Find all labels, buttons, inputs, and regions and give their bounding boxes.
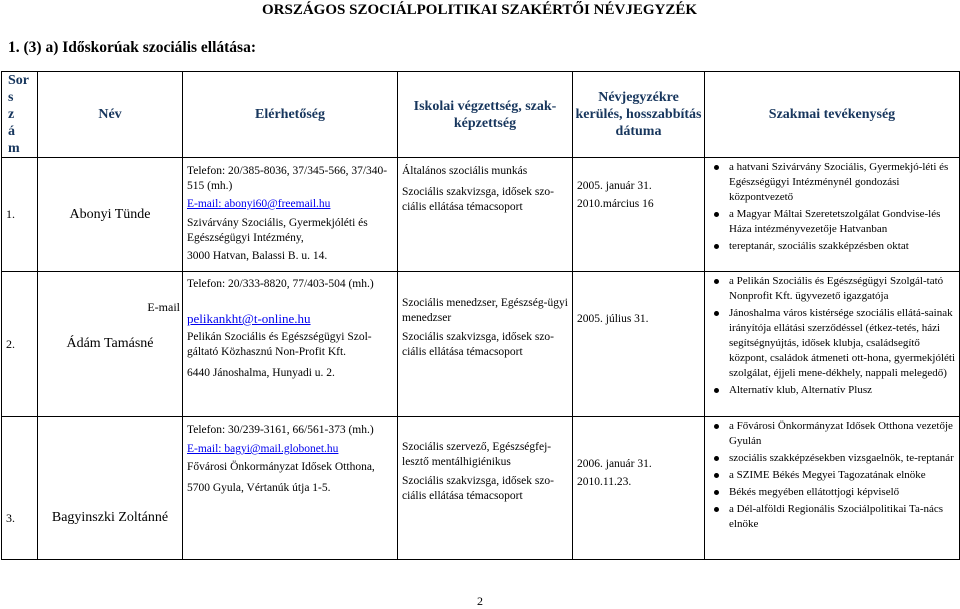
expert-name: Bagyinszki Zoltánné [38,417,183,560]
table-row [2,417,960,560]
header-szakmai: Szakmai tevékenység [705,72,960,158]
row-number: 2. [2,272,38,417]
header-sor: Sor s z á m [2,72,38,158]
expert-name: Ádám Tamásné [66,336,154,351]
register-date: 2006. január 31. [577,458,652,470]
activity-cell [705,272,960,417]
qualification: Szociális szakvizsga, idősek szo-ciális ellátása témacsoport [402,186,555,213]
phone: Telefon: 20/385-8036, 37/345-566, 37/340-515 (mh.) [187,165,388,192]
header-elerhetoseg: Elérhetőség [183,72,398,158]
activity-cell [705,158,960,272]
register-date: 2005. július 31. [577,313,649,325]
activity-item: a Fővárosi Önkormányzat Idősek Otthona vezetője Gyulán [729,419,957,449]
document-title: ORSZÁGOS SZOCIÁLPOLITIKAI SZAKÉRTŐI NÉVJEGYZÉK [262,2,697,18]
register-date: 2005. január 31. [577,180,652,192]
qualification: Szociális szakvizsga, idősek szo-ciális ellátása témacsoport [402,331,555,358]
phone: Telefon: 30/239-3161, 66/561-373 (mh.) [187,424,374,436]
contact-cell [183,272,398,417]
renewal-date: 2010.március 16 [577,198,654,210]
contact-cell [183,158,398,272]
school-cell [398,417,573,560]
date-cell [573,158,705,272]
contact-cell [183,417,398,560]
activity-item: Jánoshalma város kistérsége szociális ellátá-sainak irányítója ellátási szerződéssel (étkez-tetés, házi segítségnyújtás, idősek klubja, családsegítő központ, családok átmeneti ott-hona, gyermekjóléti szolgálat, éjjeli mene-dékhely, nappali melegedő) [729,307,956,379]
date-cell [573,417,705,560]
table-row [2,272,960,417]
school-cell [398,272,573,417]
row-number: 1. [2,158,38,272]
organization: Szivárvány Szociális, Gyermekjóléti és Egészségügyi Intézmény, [187,217,368,244]
qualification: Szociális menedzser, Egészség-ügyi menedzser [402,297,568,324]
organization: Fővárosi Önkormányzat Idősek Otthona, [187,461,375,473]
activity-item: szociális szakképzésekben vizsgaelnök, te-reptanár [729,451,957,466]
email-link[interactable]: E-mail: bagyi@mail.globonet.hu [187,443,339,455]
expert-name: Abonyi Tünde [38,158,183,272]
activity-item: a Magyar Máltai Szeretetszolgálat Gondvise-lés Háza intézményvezetője Hatvanban [729,207,957,237]
qualification: Szociális szervező, Egészségfej-lesztő mentálhigiénikus [402,441,552,468]
expert-name-cell [38,272,183,417]
phone: Telefon: 20/333-8820, 77/403-504 (mh.) [187,278,374,290]
activity-cell [705,417,960,560]
organization: Pelikán Szociális és Egészségügyi Szol-gáltató Közhasznú Non-Profit Kft. [187,331,372,358]
expert-register-table [1,71,960,560]
email-link[interactable]: E-mail: abonyi60@freemail.hu [187,198,331,210]
activity-item: a hatvani Szivárvány Szociális, Gyermekjó-léti és Egészségügyi Intézménynél gondozási központvezető [729,160,957,205]
header-nevjegyzek: Névjegyzékre kerülés, hosszabbítás dátuma [573,72,705,158]
address: 3000 Hatvan, Balassi B. u. 14. [187,250,328,262]
header-nev: Név [38,72,183,158]
activity-item: tereptanár, szociális szakképzésben oktat [729,239,957,254]
email-label: E-mail [147,300,180,314]
activity-item: a Pelikán Szociális és Egészségügyi Szolgál-tató Nonprofit Kft. ügyvezető igazgatója [729,274,957,304]
school-cell [398,158,573,272]
qualification: Általános szociális munkás [402,165,528,177]
activity-item: a Dél-alföldi Regionális Szociálpolitikai Ta-nács elnöke [729,502,957,532]
qualification: Szociális szakvizsga, idősek szo-ciális ellátása témacsoport [402,475,555,502]
email-link[interactable]: pelikankht@t-online.hu [187,311,311,326]
page-number: 2 [477,594,483,608]
section-heading: 1. (3) a) Időskorúak szociális ellátása: [8,39,256,56]
address: 5700 Gyula, Vértanúk útja 1-5. [187,482,331,494]
activity-item: Békés megyében ellátottjogi képviselő [729,485,957,500]
activity-item: a SZIME Békés Megyei Tagozatának elnöke [729,468,957,483]
activity-item: Alternatív klub, Alternatív Plusz [729,383,957,398]
header-iskolai: Iskolai végzettség, szak-képzettség [398,72,573,158]
row-number: 3. [2,417,38,560]
address: 6440 Jánoshalma, Hunyadi u. 2. [187,367,335,379]
renewal-date: 2010.11.23. [577,476,632,488]
header-row [2,72,960,158]
table-row [2,158,960,272]
date-cell [573,272,705,417]
